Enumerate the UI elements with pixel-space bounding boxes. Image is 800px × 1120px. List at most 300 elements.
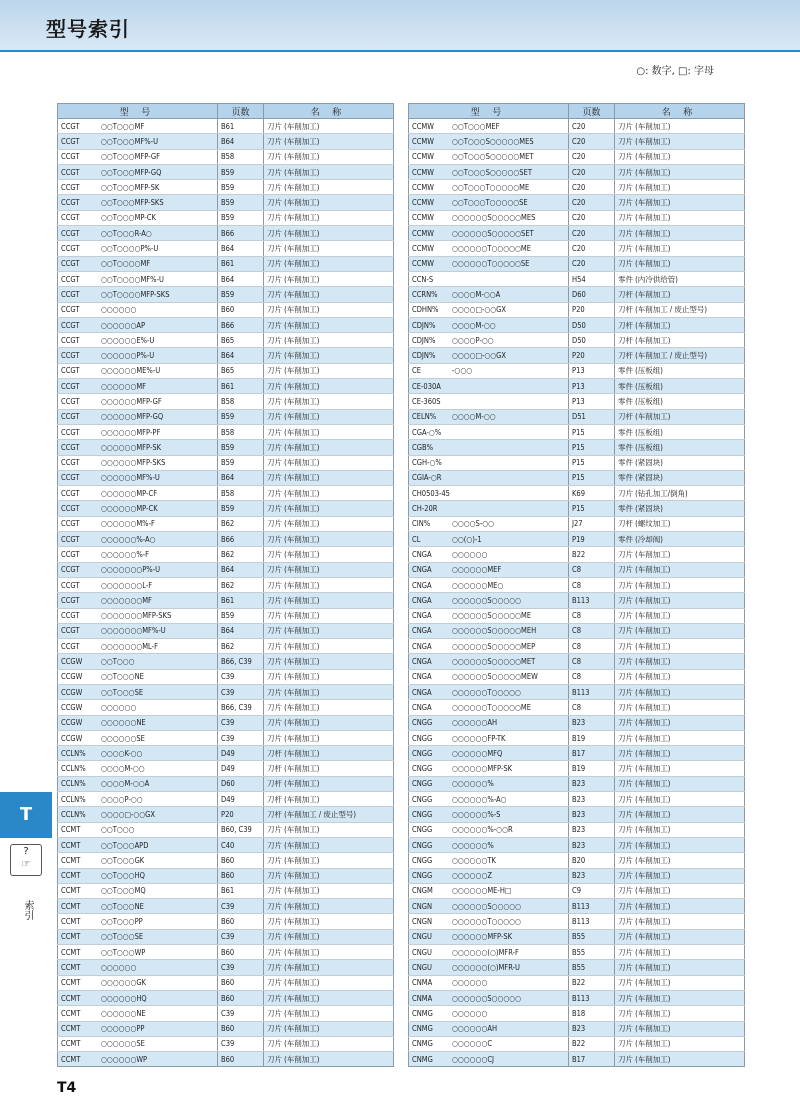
model-code: ○○T○○○MF: [101, 121, 145, 131]
model-series: CCMT: [61, 1054, 81, 1064]
name-cell: 刀杆 (车削加工): [615, 287, 745, 302]
page-cell: P20: [569, 348, 615, 363]
page-cell: C20: [569, 256, 615, 271]
model-series: CNMG: [412, 1024, 433, 1034]
name-cell: 刀片 (车削加工): [615, 990, 745, 1005]
model-series: CCGT: [61, 473, 80, 483]
page-cell: B59: [218, 195, 264, 210]
table-row: [409, 960, 745, 975]
page-cell: B23: [569, 792, 615, 807]
model-code: ○○○○○○T○○○○○: [452, 687, 521, 697]
model-cell: [409, 776, 569, 791]
table-row: [409, 562, 745, 577]
page-cell: C8: [569, 669, 615, 684]
model-code: ○○○○○○: [101, 305, 137, 315]
model-cell: [58, 684, 218, 699]
name-cell: 零件 (紧固块): [615, 470, 745, 485]
name-cell: 刀片 (车削加工): [264, 608, 394, 623]
name-cell: 刀片 (车削加工): [615, 654, 745, 669]
model-cell: [409, 501, 569, 516]
model-series: CNGG: [412, 748, 433, 758]
page-cell: P19: [569, 532, 615, 547]
table-row: [58, 486, 394, 501]
name-cell: 刀片 (车削加工): [264, 853, 394, 868]
model-series: CCN-S: [412, 274, 434, 284]
model-series: CCRN%: [412, 289, 438, 299]
model-cell: [409, 394, 569, 409]
model-cell: [58, 639, 218, 654]
model-code: ○○T○○○S○○○○○SET: [452, 167, 532, 177]
model-series: CNGG: [412, 840, 433, 850]
name-cell: 刀片 (车削加工): [264, 547, 394, 562]
model-cell: [58, 348, 218, 363]
table-row: [409, 256, 745, 271]
model-cell: [409, 226, 569, 241]
model-code: ○○T○○○PP: [101, 917, 143, 927]
table-row: [409, 424, 745, 439]
model-series: CCMW: [412, 182, 434, 192]
page-cell: B20: [569, 853, 615, 868]
model-series: CCGT: [61, 442, 80, 452]
model-cell: [409, 883, 569, 898]
name-cell: 刀杆 (车削加工): [264, 761, 394, 776]
name-cell: 刀片 (车削加工): [264, 914, 394, 929]
name-cell: 刀片 (车削加工): [615, 883, 745, 898]
table-row: [58, 547, 394, 562]
model-code: ○○○○○○E%-U: [101, 335, 155, 345]
model-series: CNGG: [412, 855, 433, 865]
page-cell: C8: [569, 608, 615, 623]
page-cell: C39: [218, 929, 264, 944]
model-series: CNGU: [412, 947, 432, 957]
name-cell: 刀片 (车削加工): [264, 348, 394, 363]
model-series: CNMG: [412, 1054, 433, 1064]
model-series: CCLN%: [61, 810, 86, 819]
page-cell: B62: [218, 577, 264, 592]
name-cell: 刀杆 (车削加工): [264, 746, 394, 761]
name-cell: 刀片 (钻孔加工/倒角): [615, 486, 745, 501]
model-cell: [409, 960, 569, 975]
table-row: [409, 868, 745, 883]
model-cell: [58, 470, 218, 485]
model-series: CCGT: [61, 504, 80, 514]
model-series: CCMT: [61, 901, 81, 911]
model-series: CDJN%: [412, 335, 436, 345]
name-cell: 刀片 (车削加工): [264, 1006, 394, 1021]
model-series: CCMT: [61, 917, 81, 927]
model-cell: [58, 302, 218, 317]
table-row: [409, 394, 745, 409]
table-row: [409, 195, 745, 210]
table-row: [409, 302, 745, 317]
model-series: CNGM: [412, 886, 433, 896]
name-cell: 刀片 (车削加工): [615, 1036, 745, 1051]
model-code: ○○○○○○: [452, 549, 488, 559]
model-cell: [409, 455, 569, 470]
model-series: CDJN%: [412, 320, 436, 330]
model-code: ○○○○○○S○○○○○MEW: [452, 672, 538, 682]
table-row: [58, 1021, 394, 1036]
section-label: 索引: [22, 900, 33, 920]
model-code: ○○○○○○MEF: [452, 565, 502, 575]
page-cell: B64: [218, 241, 264, 256]
table-row: [409, 1021, 745, 1036]
model-series: CIN%: [412, 519, 431, 529]
name-cell: 零件 (压板组): [615, 394, 745, 409]
model-series: CE: [412, 366, 421, 376]
model-code: ○○○○○○○MF%-U: [101, 626, 166, 636]
table-row: [58, 271, 394, 286]
name-cell: 零件 (压板组): [615, 440, 745, 455]
model-cell: [409, 164, 569, 179]
model-cell: [409, 1006, 569, 1021]
name-cell: 刀片 (车削加工): [264, 837, 394, 852]
name-cell: 刀片 (车削加工): [264, 486, 394, 501]
name-cell: 刀片 (车削加工): [264, 1052, 394, 1067]
model-code: ○○T○○○MFP-SKS: [101, 198, 164, 208]
model-cell: [58, 730, 218, 745]
page-cell: B17: [569, 1052, 615, 1067]
model-code: ○○T○○○T○○○○○SE: [452, 198, 528, 208]
model-series: CCMT: [61, 886, 81, 896]
page-cell: P15: [569, 501, 615, 516]
model-code: ○○○○○○TK: [452, 855, 496, 865]
model-series: CNMA: [412, 993, 433, 1003]
model-cell: [58, 195, 218, 210]
model-code: ○○T○○○: [101, 825, 135, 835]
page-cell: P15: [569, 455, 615, 470]
table-row: [58, 837, 394, 852]
page-cell: B58: [218, 394, 264, 409]
model-code: ○○T○○○HQ: [101, 871, 145, 881]
name-cell: 刀片 (车削加工): [264, 134, 394, 149]
model-cell: [58, 516, 218, 531]
table-row: [409, 333, 745, 348]
model-code: ○○○○○○ME%-U: [101, 366, 161, 376]
name-cell: 零件 (内冷供给管): [615, 271, 745, 286]
table-row: [58, 608, 394, 623]
table-row: [58, 287, 394, 302]
page-number: T4: [57, 1080, 77, 1096]
page-cell: B65: [218, 363, 264, 378]
name-cell: 刀片 (车削加工): [264, 577, 394, 592]
name-cell: 刀片 (车削加工): [264, 226, 394, 241]
model-code: ○○○○○○S○○○○○: [452, 595, 522, 605]
page-cell: B60: [218, 868, 264, 883]
name-cell: 刀片 (车削加工): [264, 424, 394, 439]
model-series: CCGT: [61, 580, 80, 590]
model-cell: [409, 287, 569, 302]
name-cell: 刀片 (车削加工): [264, 470, 394, 485]
table-row: [409, 776, 745, 791]
table-row: [58, 317, 394, 332]
model-code: ○○○○○○%-○○R: [452, 825, 513, 835]
page-cell: K69: [569, 486, 615, 501]
model-series: CCMT: [61, 825, 81, 835]
model-code: ○○○○○○MFQ: [452, 748, 503, 758]
model-series: CCGT: [61, 305, 80, 315]
model-code: ○○T○○○MQ: [101, 886, 146, 896]
model-series: CNGA: [412, 657, 432, 667]
model-series: CNGG: [412, 794, 433, 804]
model-cell: [58, 486, 218, 501]
table-row: [58, 348, 394, 363]
name-cell: 刀杆 (车削加工 / 废止型号): [264, 807, 394, 822]
model-series: CNGG: [412, 779, 433, 789]
model-code: ○○○○○○FP-TK: [452, 733, 506, 743]
section-tab[interactable]: T: [0, 792, 52, 838]
page-cell: B66, C39: [218, 700, 264, 715]
table-row: [409, 317, 745, 332]
model-code: ○○○○P-○○: [101, 794, 143, 804]
table-row: [409, 164, 745, 179]
page-cell: B64: [218, 271, 264, 286]
model-series: CCLN%: [61, 794, 86, 804]
name-cell: 零件 (压板组): [615, 424, 745, 439]
name-cell: 刀杆 (车削加工 / 废止型号): [615, 348, 745, 363]
name-cell: 刀片 (车削加工): [264, 623, 394, 638]
model-series: CCLN%: [61, 779, 86, 789]
name-cell: 零件 (压板组): [615, 379, 745, 394]
page-cell: B64: [218, 623, 264, 638]
table-row: [58, 975, 394, 990]
table-row: [409, 1036, 745, 1051]
table-row: [58, 929, 394, 944]
name-cell: 刀片 (车削加工): [615, 853, 745, 868]
model-series: CCGT: [61, 427, 80, 437]
model-cell: [409, 837, 569, 852]
model-series: CNGU: [412, 932, 432, 942]
page-cell: D50: [569, 333, 615, 348]
model-series: CCMW: [412, 136, 434, 146]
model-cell: [58, 868, 218, 883]
table-row: [58, 792, 394, 807]
page-cell: B60: [218, 975, 264, 990]
name-cell: 刀片 (车削加工): [264, 455, 394, 470]
model-code: ○○○○M-○○: [101, 764, 145, 774]
table-row: [409, 134, 745, 149]
model-code: ○○○○○○T○○○○○ME: [452, 702, 531, 712]
model-cell: [58, 1021, 218, 1036]
model-cell: [58, 134, 218, 149]
model-cell: [409, 363, 569, 378]
name-cell: 刀片 (车削加工): [615, 715, 745, 730]
page-cell: B60: [218, 945, 264, 960]
page-cell: D51: [569, 409, 615, 424]
page-cell: B59: [218, 501, 264, 516]
model-cell: [58, 226, 218, 241]
name-cell: 刀片 (车削加工): [615, 837, 745, 852]
name-cell: 刀片 (车削加工): [615, 746, 745, 761]
name-cell: 刀片 (车削加工): [615, 807, 745, 822]
page-cell: B61: [218, 883, 264, 898]
table-row: [58, 684, 394, 699]
model-cell: [409, 623, 569, 638]
model-series: CCMW: [412, 244, 434, 254]
page-cell: B59: [218, 287, 264, 302]
name-cell: 刀片 (车削加工): [615, 761, 745, 776]
page-cell: B59: [218, 440, 264, 455]
name-cell: 刀片 (车削加工): [615, 134, 745, 149]
model-cell: [58, 700, 218, 715]
table-row: [409, 623, 745, 638]
page-cell: C8: [569, 639, 615, 654]
model-cell: [58, 792, 218, 807]
model-cell: [409, 409, 569, 424]
model-series: CCGT: [61, 259, 80, 269]
table-row: [409, 929, 745, 944]
table-row: [58, 180, 394, 195]
name-cell: 刀杆 (车削加工 / 废止型号): [615, 302, 745, 317]
model-series: CL: [412, 534, 421, 544]
model-code: ○○○○○○○L-F: [101, 580, 153, 590]
model-code: ○○○○M-○○: [452, 412, 496, 422]
model-series: CH0503-45: [412, 488, 450, 498]
model-series: CCMW: [412, 152, 434, 162]
model-cell: [409, 180, 569, 195]
table-row: [409, 899, 745, 914]
table-row: [58, 455, 394, 470]
model-cell: [409, 807, 569, 822]
name-cell: 刀片 (车削加工): [615, 180, 745, 195]
model-series: CCMT: [61, 1024, 81, 1034]
name-cell: 刀片 (车削加工): [615, 700, 745, 715]
page-cell: B23: [569, 822, 615, 837]
table-row: [409, 363, 745, 378]
model-code: ○○○○○○%: [452, 840, 494, 850]
model-series: CNGN: [412, 917, 433, 927]
model-cell: [58, 577, 218, 592]
page-cell: B22: [569, 1036, 615, 1051]
table-row: [409, 990, 745, 1005]
model-code: ○○○○○○%-F: [101, 549, 150, 559]
model-code: ○○○○○○%-S: [452, 810, 501, 819]
table-row: [58, 700, 394, 715]
model-code: ○○○○○○ME○: [452, 580, 504, 590]
model-code: ○○○○○○S○○○○○: [452, 901, 522, 911]
model-series: CCMT: [61, 962, 81, 972]
table-row: [58, 424, 394, 439]
name-cell: 零件 (紧固块): [615, 455, 745, 470]
model-cell: [58, 455, 218, 470]
page-cell: P13: [569, 379, 615, 394]
model-cell: [409, 761, 569, 776]
model-code: ○○○○○○AH: [452, 718, 498, 728]
model-cell: [58, 256, 218, 271]
model-series: CCGW: [61, 733, 83, 743]
model-cell: [409, 256, 569, 271]
page-cell: B22: [569, 975, 615, 990]
model-series: CNGN: [412, 901, 433, 911]
page-cell: C8: [569, 654, 615, 669]
model-cell: [409, 608, 569, 623]
model-code: ○○T○○○SE: [101, 932, 144, 942]
model-cell: [409, 379, 569, 394]
model-series: CCGT: [61, 167, 80, 177]
page-cell: B113: [569, 684, 615, 699]
model-cell: [409, 333, 569, 348]
name-cell: 刀片 (车削加工): [615, 1006, 745, 1021]
name-cell: 刀片 (车削加工): [264, 822, 394, 837]
page-cell: B60: [218, 853, 264, 868]
model-series: CCLN%: [61, 764, 86, 774]
model-series: CNGG: [412, 718, 433, 728]
name-cell: 刀片 (车削加工): [264, 639, 394, 654]
table-row: [409, 1052, 745, 1067]
table-row: [58, 1052, 394, 1067]
name-cell: 刀片 (车削加工): [615, 730, 745, 745]
table-row: [58, 669, 394, 684]
model-cell: [58, 241, 218, 256]
model-cell: [409, 1036, 569, 1051]
model-cell: [409, 990, 569, 1005]
model-series: CNGA: [412, 565, 432, 575]
name-cell: 刀片 (车削加工): [615, 164, 745, 179]
name-cell: 刀片 (车削加工): [264, 654, 394, 669]
page-cell: C9: [569, 883, 615, 898]
table-row: [58, 302, 394, 317]
model-series: CCMT: [61, 871, 81, 881]
model-series: CCMT: [61, 978, 81, 988]
name-cell: 刀片 (车削加工): [264, 562, 394, 577]
model-code: ○○○○○○S○○○○○MET: [452, 657, 536, 667]
page-cell: B113: [569, 914, 615, 929]
model-code: ○○○○○○: [101, 962, 137, 972]
model-cell: [58, 853, 218, 868]
model-series: CCLN%: [61, 748, 86, 758]
model-series: CCGT: [61, 396, 80, 406]
model-cell: [409, 547, 569, 562]
model-series: CNGG: [412, 733, 433, 743]
page-cell: B62: [218, 639, 264, 654]
model-cell: [58, 363, 218, 378]
page-cell: C39: [218, 669, 264, 684]
model-code: ○○○○○○MFP-SK: [452, 764, 513, 774]
page-cell: D50: [569, 317, 615, 332]
model-code: ○○○○○○%: [452, 779, 494, 789]
name-cell: 零件 (紧固块): [615, 501, 745, 516]
model-cell: [409, 210, 569, 225]
model-cell: [409, 302, 569, 317]
table-row: [58, 960, 394, 975]
model-code: ○○○○○○AP: [101, 320, 146, 330]
model-code: ○○○○○○C: [452, 1039, 493, 1049]
table-row: [409, 547, 745, 562]
model-cell: [409, 593, 569, 608]
model-code: ○○○○○○ME-H□: [452, 886, 512, 896]
page-cell: B22: [569, 547, 615, 562]
name-cell: 零件 (压板组): [615, 363, 745, 378]
page-cell: B55: [569, 929, 615, 944]
table-row: [409, 470, 745, 485]
model-code: ○○○○○○(○)MFR-F: [452, 947, 519, 957]
table-row: [58, 379, 394, 394]
model-code: ○○○○○○GK: [101, 978, 146, 988]
page-cell: B59: [218, 409, 264, 424]
name-cell: 刀片 (车削加工): [264, 532, 394, 547]
page-cell: C8: [569, 700, 615, 715]
model-cell: [58, 990, 218, 1005]
model-series: CCGT: [61, 228, 80, 238]
model-cell: [409, 792, 569, 807]
page-cell: C20: [569, 164, 615, 179]
table-row: [58, 914, 394, 929]
model-series: CGA-○%: [412, 427, 442, 437]
model-code: ○○T○○○GK: [101, 855, 145, 865]
model-code: ○○T○○○: [101, 657, 135, 667]
page-cell: B58: [218, 486, 264, 501]
page-cell: B113: [569, 593, 615, 608]
